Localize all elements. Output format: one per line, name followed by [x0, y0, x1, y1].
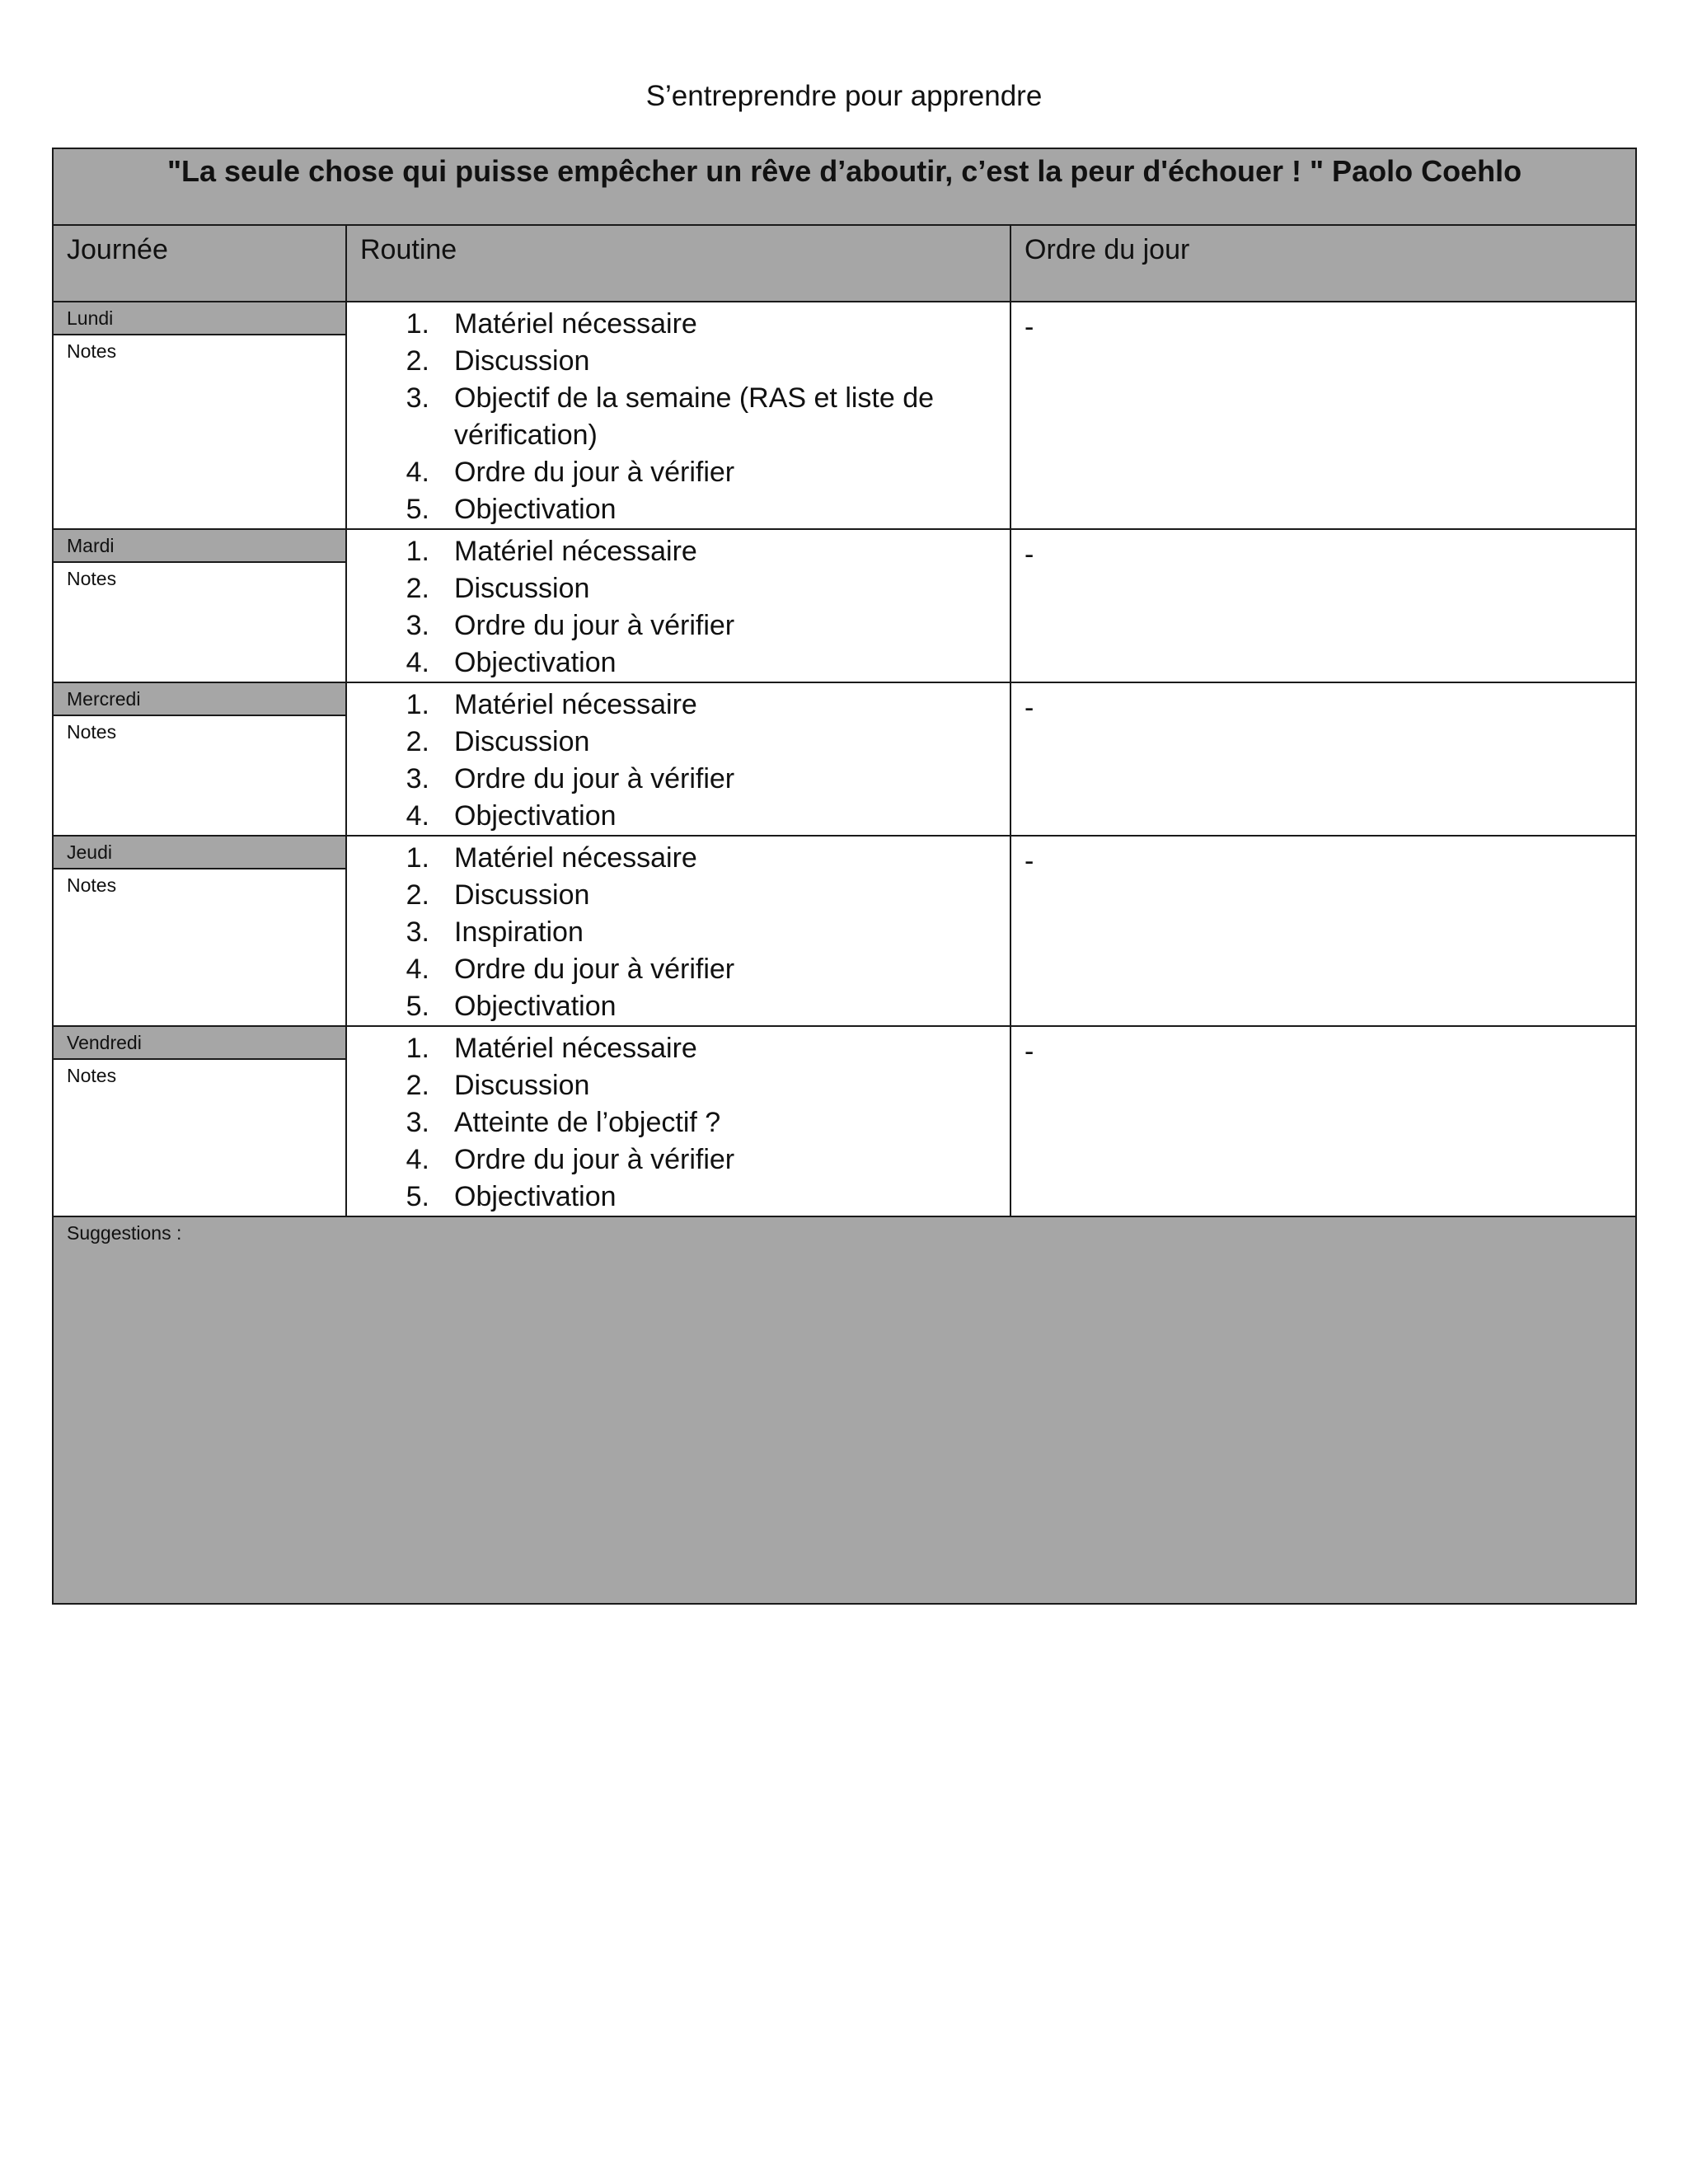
routine-list [347, 1030, 1010, 1216]
agenda-cell[interactable]: - [1010, 836, 1636, 1026]
header-row [53, 225, 1636, 302]
routine-item-number: 3. [406, 916, 429, 948]
routine-item [347, 607, 1010, 644]
routine-item-text: Objectivation [454, 991, 617, 1022]
routine-item-text: Objectivation [454, 494, 617, 525]
routine-item [347, 914, 1010, 951]
routine-item-number: 4. [406, 800, 429, 832]
routine-item-number: 2. [406, 573, 429, 604]
routine-item-text: Objectivation [454, 647, 617, 678]
routine-item-text: Matériel nécessaire [454, 842, 697, 874]
routine-item-text: Matériel nécessaire [454, 536, 697, 567]
weekly-planner-table [52, 148, 1637, 1605]
agenda-cell[interactable]: - [1010, 1026, 1636, 1216]
column-header-agenda: Ordre du jour [1010, 225, 1636, 302]
routine-item-text: Matériel nécessaire [454, 1033, 697, 1064]
routine-item-text: Discussion [454, 573, 590, 604]
routine-item-text: Discussion [454, 345, 590, 377]
routine-item-number: 1. [406, 536, 429, 567]
routine-item-text: Ordre du jour à vérifier [454, 457, 735, 488]
routine-item-text: Discussion [454, 726, 590, 757]
notes-field[interactable]: Notes [67, 721, 117, 743]
notes-field[interactable]: Notes [67, 568, 117, 589]
routine-cell [346, 1026, 1010, 1216]
routine-item [347, 343, 1010, 380]
routine-cell [346, 529, 1010, 682]
routine-item-number: 1. [406, 842, 429, 874]
routine-item [347, 306, 1010, 343]
routine-item-number: 1. [406, 1033, 429, 1064]
routine-cell [346, 302, 1010, 529]
column-header-routine: Routine [346, 225, 1010, 302]
agenda-cell[interactable]: - [1010, 682, 1636, 836]
routine-item-text: Inspiration [454, 916, 584, 948]
routine-item [347, 761, 1010, 798]
routine-item-number: 3. [406, 763, 429, 794]
day-row [53, 302, 1636, 529]
day-row [53, 1026, 1636, 1216]
routine-list [347, 533, 1010, 682]
routine-item-text: Objectivation [454, 1181, 617, 1212]
document-title: S’entreprendre pour apprendre [645, 80, 1043, 112]
routine-item [347, 1104, 1010, 1141]
day-cell [53, 682, 346, 836]
quote-text: "La seule chose qui puisse empêcher un rêve d’aboutir, c’est la peur d'échouer ! " Paolo Coehlo [53, 148, 1636, 225]
routine-item [347, 687, 1010, 724]
routine-item-number: 4. [406, 954, 429, 985]
agenda-cell[interactable]: - [1010, 302, 1636, 529]
routine-item [347, 877, 1010, 914]
day-name: Mardi [54, 530, 345, 563]
agenda-cell[interactable]: - [1010, 529, 1636, 682]
routine-item-number: 4. [406, 1144, 429, 1175]
routine-item-number: 4. [406, 457, 429, 488]
day-name: Jeudi [54, 837, 345, 869]
day-cell [53, 836, 346, 1026]
notes-field[interactable]: Notes [67, 874, 117, 896]
routine-list [347, 840, 1010, 1025]
routine-item [347, 988, 1010, 1025]
routine-item-number: 5. [406, 991, 429, 1022]
routine-list [347, 687, 1010, 835]
routine-item-text: Discussion [454, 879, 590, 911]
routine-item-text: Ordre du jour à vérifier [454, 954, 735, 985]
routine-item-number: 1. [406, 308, 429, 340]
routine-item [347, 840, 1010, 877]
day-cell [53, 302, 346, 529]
day-cell [53, 1026, 346, 1216]
routine-cell [346, 836, 1010, 1026]
routine-item-number: 3. [406, 382, 429, 414]
routine-item [347, 724, 1010, 761]
routine-item-text: Matériel nécessaire [454, 308, 697, 340]
routine-item [347, 380, 1010, 454]
routine-item-number: 3. [406, 610, 429, 641]
routine-item-number: 3. [406, 1107, 429, 1138]
routine-item [347, 951, 1010, 988]
day-row [53, 529, 1636, 682]
routine-item-text: Objectif de la semaine (RAS et liste de vérification) [454, 382, 935, 451]
notes-field[interactable]: Notes [67, 340, 117, 362]
routine-item-number: 2. [406, 726, 429, 757]
suggestions-label: Suggestions : [67, 1222, 182, 1244]
routine-item [347, 533, 1010, 570]
day-name: Lundi [54, 302, 345, 335]
suggestions-area[interactable] [53, 1216, 1636, 1604]
routine-cell [346, 682, 1010, 836]
routine-item [347, 1030, 1010, 1067]
routine-item-text: Ordre du jour à vérifier [454, 1144, 735, 1175]
routine-item-number: 2. [406, 345, 429, 377]
day-name: Vendredi [54, 1027, 345, 1060]
day-cell [53, 529, 346, 682]
day-name: Mercredi [54, 683, 345, 716]
quote-row [53, 148, 1636, 225]
routine-item [347, 454, 1010, 491]
routine-item [347, 644, 1010, 682]
routine-item-number: 1. [406, 689, 429, 720]
routine-item-number: 5. [406, 494, 429, 525]
routine-item-text: Atteinte de l’objectif ? [454, 1107, 721, 1138]
routine-item-text: Objectivation [454, 800, 617, 832]
routine-item-text: Matériel nécessaire [454, 689, 697, 720]
routine-item-number: 2. [406, 879, 429, 911]
routine-item-text: Discussion [454, 1070, 590, 1101]
day-row [53, 682, 1636, 836]
routine-item [347, 1141, 1010, 1179]
routine-item [347, 1067, 1010, 1104]
column-header-day: Journée [53, 225, 346, 302]
routine-item [347, 1179, 1010, 1216]
routine-item [347, 798, 1010, 835]
routine-list [347, 306, 1010, 528]
routine-item-text: Ordre du jour à vérifier [454, 610, 735, 641]
routine-item-text: Ordre du jour à vérifier [454, 763, 735, 794]
day-row [53, 836, 1636, 1026]
notes-field[interactable]: Notes [67, 1065, 117, 1086]
routine-item [347, 570, 1010, 607]
routine-item-number: 2. [406, 1070, 429, 1101]
suggestions-row [53, 1216, 1636, 1604]
routine-item-number: 4. [406, 647, 429, 678]
routine-item [347, 491, 1010, 528]
routine-item-number: 5. [406, 1181, 429, 1212]
